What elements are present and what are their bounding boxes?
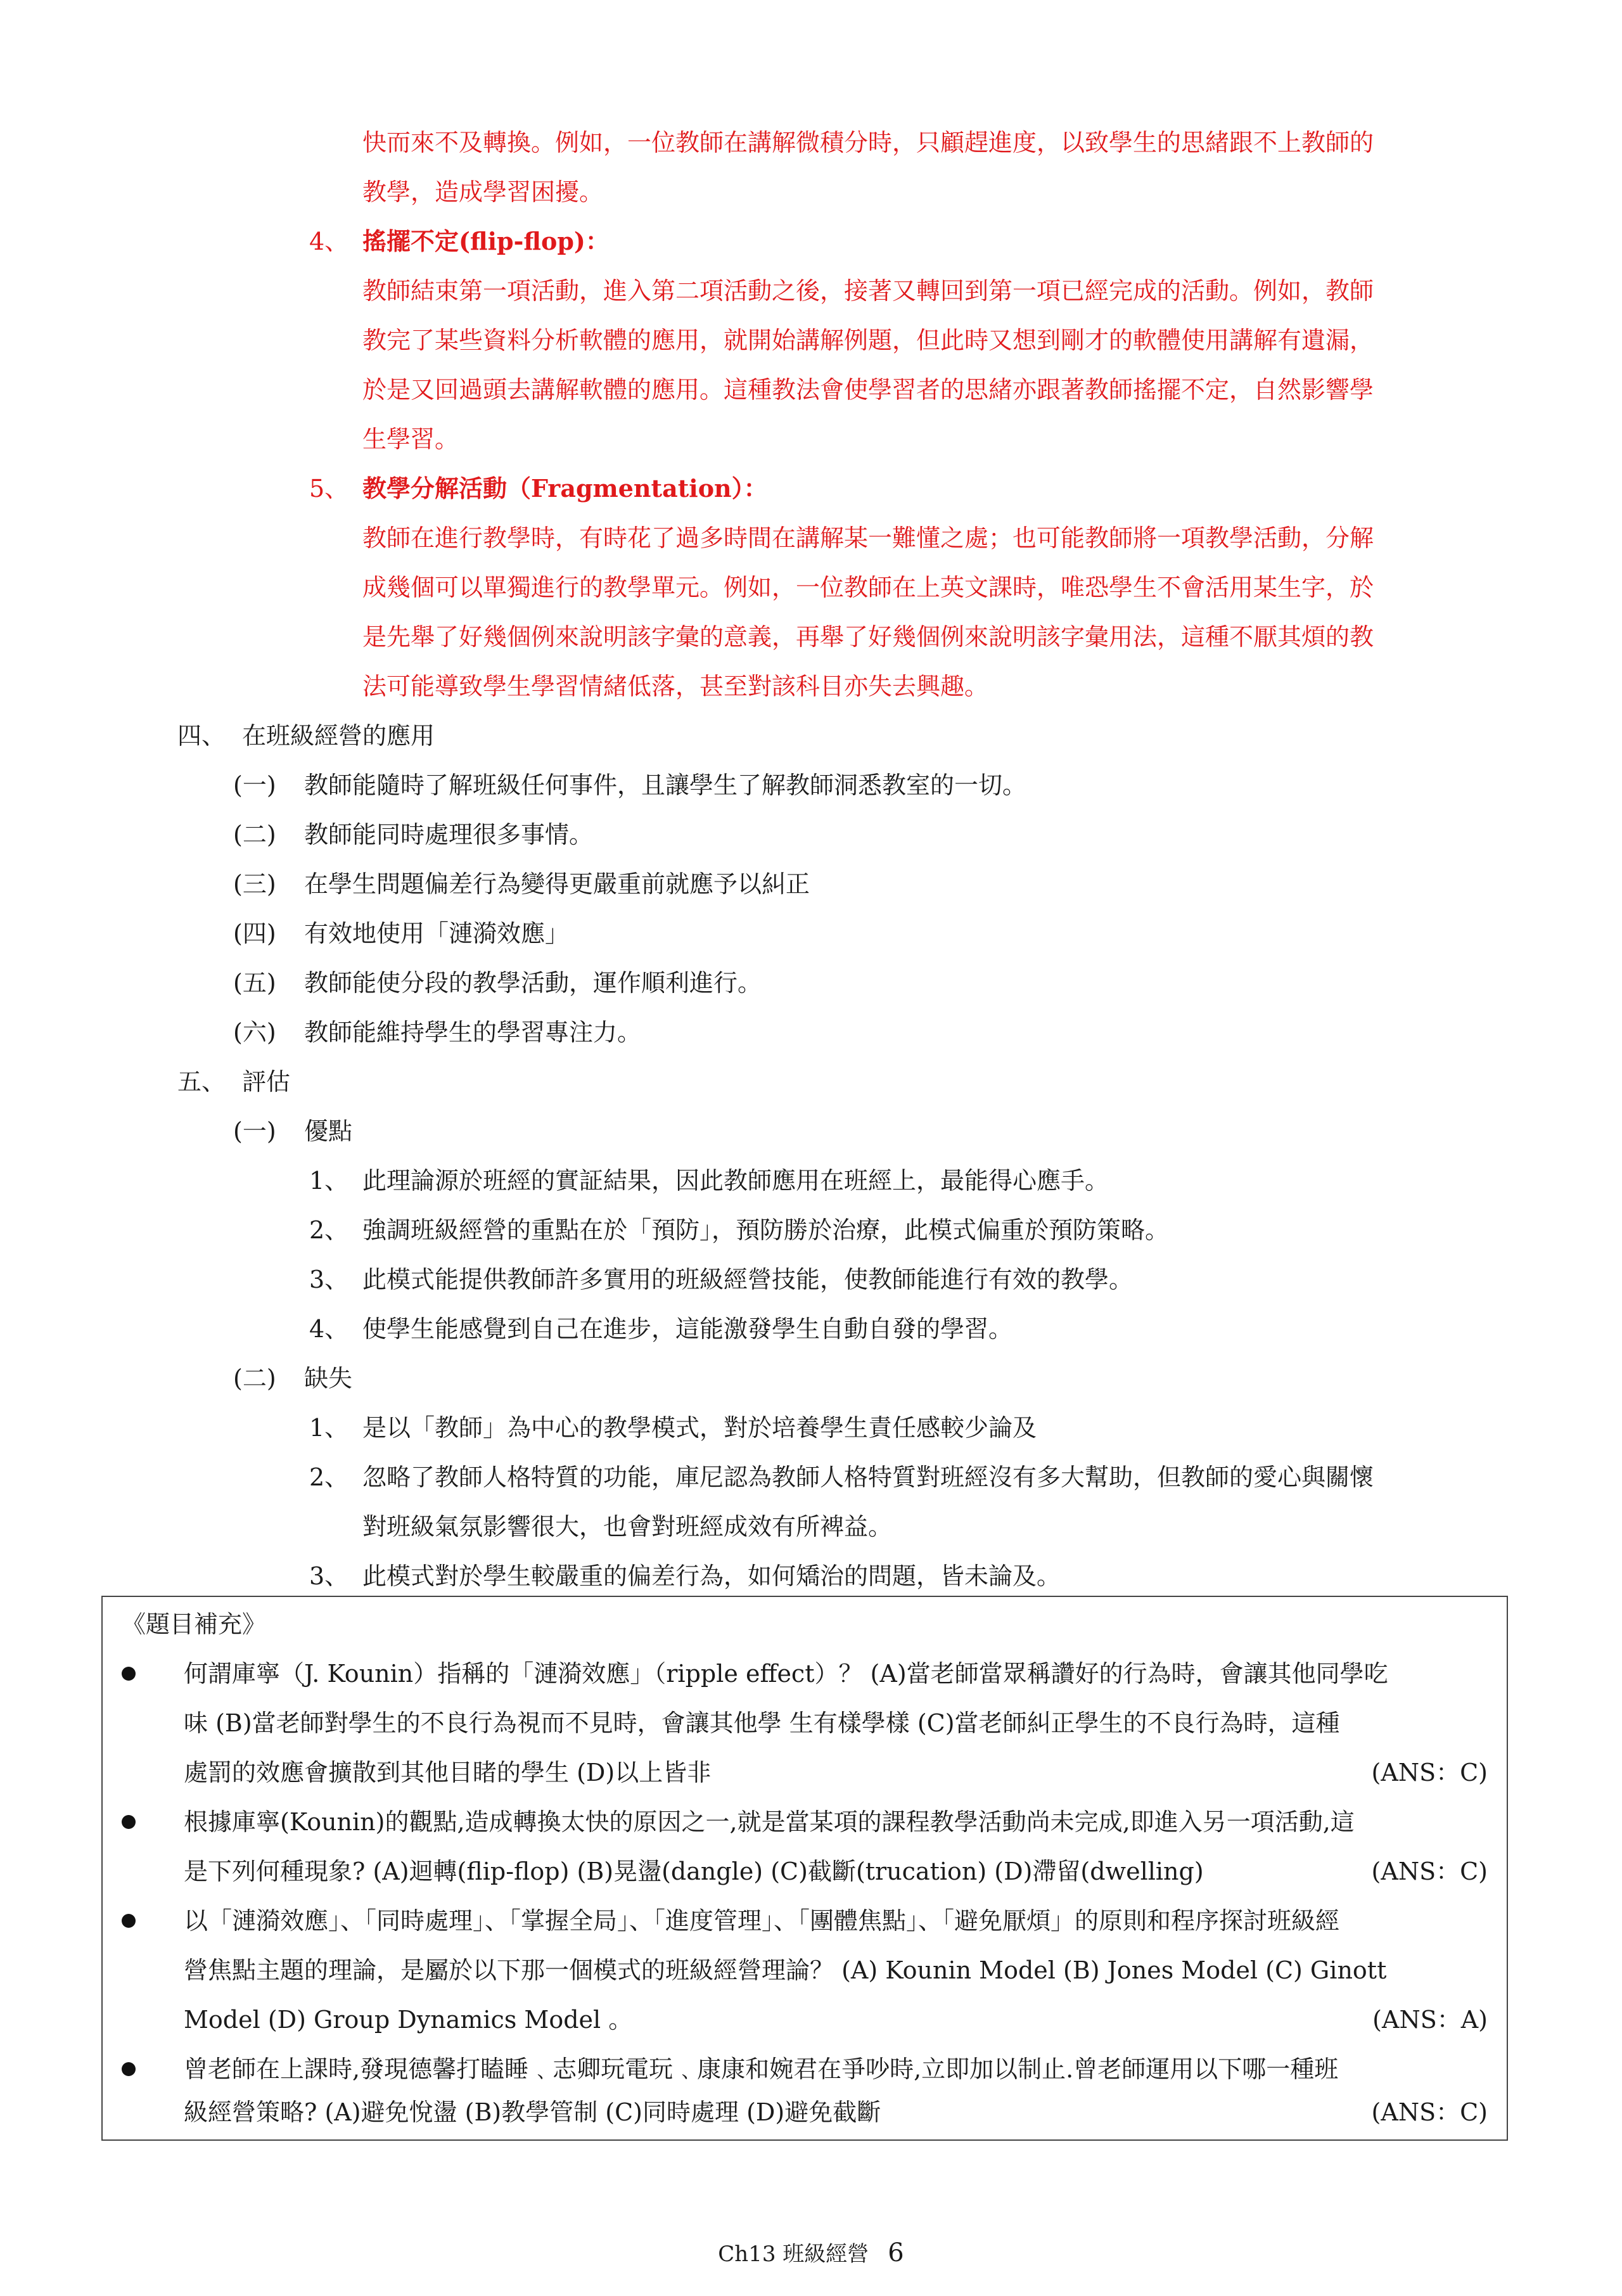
- bullet-icon: [122, 1667, 136, 1681]
- subitem-number: (五): [233, 969, 276, 997]
- question-line: 是下列何種現象? (A)迴轉(flip-flop) (B)晃盪(dangle) (C)截斷(trucation) (D)滯留(dwelling): [184, 1857, 1204, 1885]
- bullet-icon: [122, 1914, 136, 1928]
- subitem-text: 教師能同時處理很多事情。: [304, 821, 594, 849]
- question-line: 以「漣漪效應」、「同時處理」、「掌握全局」、「進度管理」、「團體焦點」、「避免厭煩」的原則和程序探討班級經: [184, 1907, 1340, 1935]
- paragraph-line: 是先舉了好幾個例來說明該字彙的意義，再舉了好幾個例來說明該字彙用法，這種不厭其煩的教: [362, 623, 1374, 651]
- item-number: 1、: [309, 1414, 349, 1442]
- item-number: 5、: [309, 475, 349, 503]
- section-number: 四、: [177, 722, 226, 750]
- question-line: 根據庫寧(Kounin)的觀點,造成轉換太快的原因之一,就是當某項的課程教學活動尚未完成,即進入另一項活動,這: [184, 1808, 1355, 1836]
- item-number: 4、: [309, 228, 349, 255]
- subitem-text: 教師能使分段的教學活動，運作順利進行。: [304, 969, 762, 997]
- page-number: 6: [888, 2238, 904, 2267]
- subitem-number: (二): [233, 821, 276, 849]
- subitem-number: (一): [233, 771, 276, 799]
- subsection-heading-pros: 優點: [304, 1117, 353, 1145]
- subitem-number: (四): [233, 920, 276, 947]
- question-line: Model (D) Group Dynamics Model 。: [184, 2006, 633, 2034]
- question-line: 何謂庫寧（J. Kounin）指稱的「漣漪效應」（ripple effect）？ (A)當老師當眾稱讚好的行為時，會讓其他同學吃: [184, 1660, 1388, 1688]
- answer-label: (ANS：C): [1371, 2098, 1488, 2126]
- list-item: 此理論源於班經的實証結果，因此教師應用在班經上，最能得心應手。: [362, 1167, 1109, 1195]
- item-number: 3、: [309, 1266, 349, 1293]
- list-item: 強調班級經營的重點在於「預防」，預防勝於治療，此模式偏重於預防策略。: [362, 1216, 1170, 1244]
- subitem-text: 教師能維持學生的學習專注力。: [304, 1018, 642, 1046]
- bullet-icon: [122, 1815, 136, 1829]
- subitem-number: (六): [233, 1018, 276, 1046]
- paragraph-line: 教師在進行教學時，有時花了過多時間在講解某一難懂之處；也可能教師將一項教學活動，分解: [362, 524, 1374, 552]
- item-number: 2、: [309, 1463, 349, 1491]
- answer-label: (ANS：C): [1371, 1857, 1488, 1885]
- item-number: 2、: [309, 1216, 349, 1244]
- paragraph-line: 成幾個可以單獨進行的教學單元。例如，一位教師在上英文課時，唯恐學生不會活用某生字，於: [362, 574, 1374, 601]
- item-number: 3、: [309, 1562, 349, 1590]
- list-item: 使學生能感覺到自己在進步，這能激發學生自動自發的學習。: [362, 1315, 1013, 1343]
- paragraph-line: 法可能導致學生學習情緒低落，甚至對該科目亦失去興趣。: [362, 672, 989, 700]
- paragraph-line: 生學習。: [362, 425, 459, 453]
- paragraph-line: 教完了某些資料分析軟體的應用，就開始講解例題，但此時又想到剛才的軟體使用講解有遺漏，: [362, 326, 1374, 354]
- section-number: 五、: [177, 1068, 226, 1096]
- paragraph-line: 於是又回過頭去講解軟體的應用。這種教法會使學習者的思緒亦跟著教師搖擺不定，自然影響學: [362, 376, 1374, 404]
- paragraph-line: 教師結束第一項活動，進入第二項活動之後，接著又轉回到第一項已經完成的活動。例如，教師: [362, 277, 1374, 305]
- list-item: 此模式能提供教師許多實用的班級經營技能，使教師能進行有效的教學。: [362, 1266, 1133, 1293]
- list-item: 忽略了教師人格特質的功能，庫尼認為教師人格特質對班經沒有多大幫助，但教師的愛心與關懷: [362, 1463, 1374, 1491]
- question-line: 處罰的效應會擴散到其他目睹的學生 (D)以上皆非: [184, 1759, 712, 1786]
- subitem-text: 有效地使用「漣漪效應」: [304, 920, 570, 947]
- paragraph-line: 快而來不及轉換。例如，一位教師在講解微積分時，只顧趕進度，以致學生的思緒跟不上教師的: [362, 129, 1374, 157]
- answer-label: (ANS：C): [1371, 1759, 1488, 1786]
- list-item-continuation: 對班級氣氛影響很大，也會對班經成效有所裨益。: [362, 1513, 893, 1541]
- item-title-fragmentation: 教學分解活動（Fragmentation）：: [362, 474, 768, 503]
- subitem-number: (二): [233, 1364, 276, 1392]
- question-line: 曾老師在上課時,發現德馨打瞌睡﹑志卿玩電玩﹑康康和婉君在爭吵時,立即加以制止.曾老師運用以下哪一種班: [184, 2055, 1339, 2083]
- page-footer: [0, 2237, 1622, 2270]
- answer-label: (ANS：A): [1372, 2006, 1488, 2034]
- question-line: 營焦點主題的理論，是屬於以下那一個模式的班級經營理論？ (A) Kounin Model (B) Jones Model (C) Ginott: [184, 1956, 1387, 1984]
- question-line: 味 (B)當老師對學生的不良行為視而不見時，會讓其他學 生有樣學樣 (C)當老師糾正學生的不良行為時，這種: [184, 1709, 1340, 1737]
- list-item: 此模式對於學生較嚴重的偏差行為，如何矯治的問題，皆未論及。: [362, 1562, 1061, 1590]
- list-item: 是以「教師」為中心的教學模式，對於培養學生責任感較少論及: [362, 1414, 1037, 1442]
- section-heading: 評估: [242, 1068, 291, 1096]
- supplement-heading: 《題目補充》: [122, 1610, 267, 1638]
- item-title-flip-flop: 搖擺不定(flip-flop)：: [362, 227, 610, 255]
- subitem-number: (三): [233, 870, 276, 898]
- footer-chapter: Ch13 班級經營: [718, 2241, 869, 2267]
- bullet-icon: [122, 2062, 136, 2076]
- paragraph-line: 教學，造成學習困擾。: [362, 178, 604, 206]
- subitem-text: 教師能隨時了解班級任何事件，且讓學生了解教師洞悉教室的一切。: [304, 771, 1027, 799]
- item-number: 1、: [309, 1167, 349, 1195]
- supplement-box: [101, 1596, 1508, 2141]
- item-number: 4、: [309, 1315, 349, 1343]
- question-line: 級經營策略? (A)避免悅盪 (B)教學管制 (C)同時處理 (D)避免截斷: [184, 2098, 881, 2126]
- subsection-heading-cons: 缺失: [304, 1364, 353, 1392]
- subitem-text: 在學生問題偏差行為變得更嚴重前就應予以糾正: [304, 870, 810, 898]
- subitem-number: (一): [233, 1117, 276, 1145]
- section-heading: 在班級經營的應用: [242, 722, 435, 750]
